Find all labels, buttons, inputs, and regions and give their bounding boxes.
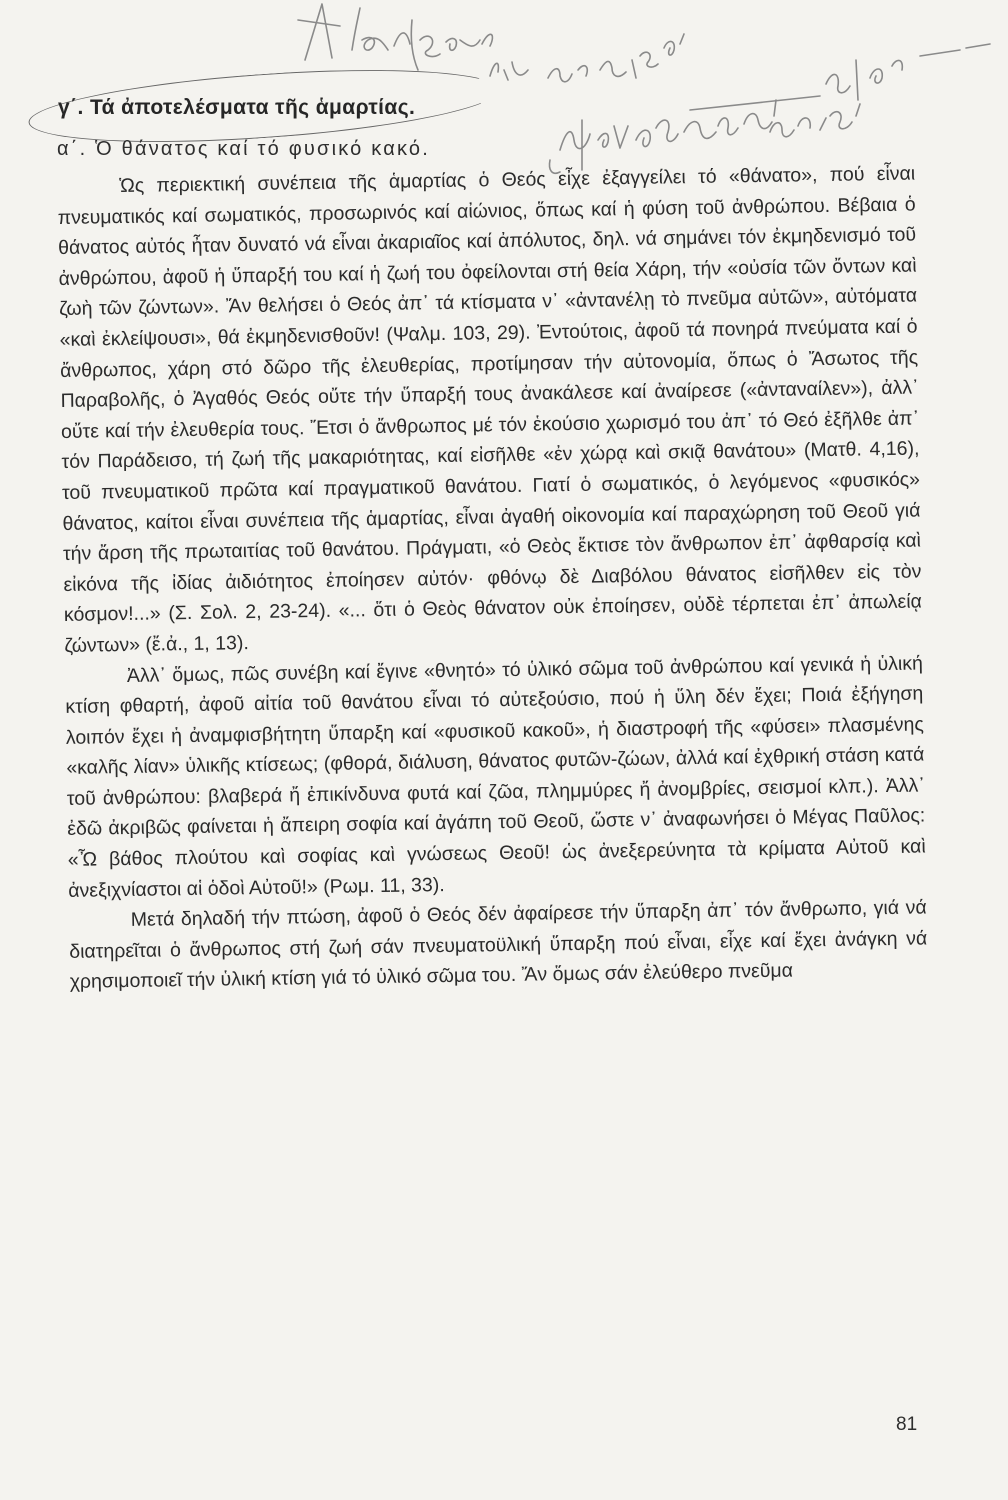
subsection-title-text: Ὁ θάνατος καί τό φυσικό κακό. [95, 138, 431, 160]
paragraph: Ἀλλ᾽ ὅμως, πῶς συνέβη καί ἔγινε «θνητό» τό ὑλικό σῶμα τοῦ ἀνθρώπου καί γενικά ἡ ὑλική κτίση φθαρτή, ἀφοῦ αἰτία τοῦ θανάτου εἶναι τό αὐτεξούσιο, πού ἡ ὕλη δέν ἔχει; Ποιά ἐξήγηση λοιπόν ἔχει ἡ ἀναμφισβήτητη ὕπαρξη καί «φυσικοῦ κακοῦ», ἡ διαστροφή τῆς «φύσει» πλασμένης «καλῆς λίαν» ὑλικῆς κτίσεως; (φθορά, διάλυση, θάνατος φυτῶν-ζώων, ἀλλά καί ἐχθρική στάση κατά τοῦ ἀνθρώπου: βλαβερά ἤ ἐπικίνδυνα φυτά καί ζῶα, πλημμύρες ἤ ἀνομβρίες, σεισμοί κλπ.). Ἀλλ᾽ ἐδῶ ἀκριβῶς φαίνεται ἡ ἄπειρη σοφία καί ἀγάπη τοῦ Θεοῦ, ὥστε ν᾽ ἀναφωνήσει ὁ Μέγας Παῦλος: «Ὦ βάθος πλούτου καὶ σοφίας καὶ γνώσεως Θεοῦ! ὡς ἀνεξερεύνητα τὰ κρίματα Αὐτοῦ καὶ ἀνεξιχνίαστοι αἱ ὁδοὶ Αὐτοῦ!» (Ρωμ. 11, 33). [65, 651, 926, 902]
subsection-label: α΄. [57, 138, 88, 160]
page-number: 81 [896, 1414, 918, 1435]
paragraph: Ὡς περιεκτική συνέπεια τῆς ἁμαρτίας ὁ Θεός εἶχε ἐξαγγείλει τό «θάνατο», πού εἶναι πνευματικός καί σωματικός, προσωρινός καί αἰώνιος, ὅπως καί ἡ φύση τοῦ ἀνθρώπου. Βέβαια ὁ θάνατος αὐτός ἦταν δυνατό νά εἶναι ἀκαριαῖος καί ἀπόλυτος, δηλ. νά σημάνει τόν ἐκμηδενισμό τοῦ ἀνθρώπου, ἀφοῦ ἡ ὕπαρξή του καί ἡ ζωή του ὀφείλονται στή θεία Χάρη, τήν «οὐσία τῶν ὄντων καὶ ζωὴ τῶν ζώντων». Ἄν θελήσει ὁ Θεός ἀπ᾽ τά κτίσματα ν᾽ «ἀντανέλῃ τὸ πνεῦμα αὐτῶν», αὐτόματα «καὶ ἐκλείψουσι», θά ἐκμηδενισθοῦν! (Ψαλμ. 103, 29). Ἐντούτοις, ἀφοῦ τά πονηρά πνεύματα καί ὁ ἄνθρωπος, χάρη στό δῶρο τῆς ἐλευθερίας, προτίμησαν τήν αὐτονομία, ὅπως ὁ Ἄσωτος τῆς Παραβολῆς, ὁ Ἀγαθός Θεός οὔτε τήν ὕπαρξή τους ἀνακάλεσε καί ἀναίρεσε («ἀνταναίλεν»), ἀλλ᾽ οὔτε καί τήν ἐλευθερία τους. Ἔτσι ὁ ἄνθρωπος μέ τόν ἑκούσιο χωρισμό του ἀπ᾽ τό Θεό ἐξῆλθε ἀπ᾽ τόν Παράδεισο, τή ζωή τῆς μακαριότητας, καί εἰσῆλθε «ἐν χώρᾳ καὶ σκιᾷ θανάτου» (Ματθ. 4,16), τοῦ πνευματικοῦ πρῶτα καί πραγματικοῦ θανάτου. Γιατί ὁ σωματικός, ὁ λεγόμενος «φυσικός» θάνατος, καίτοι εἶναι συνέπεια τῆς ἁμαρτίας, εἶναι ἀγαθή οἰκονομία καί παραχώρηση τοῦ Θεοῦ γιά τήν ἄρση τῆς πρωταιτίας τοῦ θανάτου. Πράγματι, «ὁ Θεὸς ἔκτισε τὸν ἄνθρωπον ἐπ᾽ ἀφθαρσίᾳ καὶ εἰκόνα τῆς ἰδίας ἀιδιότητος ἐποίησεν αὐτόν· φθόνῳ δὲ Διαβόλου θάνατος εἰσῆλθεν εἰς τὸν κόσμον!...» (Σ. Σολ. 2, 23-24). «... ὅτι ὁ Θεὸς θάνατον οὐκ ἐποίησεν, οὐδὲ τέρπεται ἐπ᾽ ἀπωλείᾳ ζώντων» (ἔ.ἀ., 1, 13). [57, 162, 923, 657]
section-title-text: Τά ἀποτελέσματα τῆς ἁμαρτίας. [89, 96, 416, 119]
section-label: γ΄. [58, 96, 84, 119]
body-text [57, 159, 928, 998]
paragraph: Μετά δηλαδή τήν πτώση, ἀφοῦ ὁ Θεός δέν ἀφαίρεσε τήν ὕπαρξη ἀπ᾽ τόν ἄνθρωπο, γιά νά διατηρεῖται ὁ ἄνθρωπος στή ζωή σάν πνευματοϋλική ὕπαρξη πού εἶναι, εἶχε καί ἔχει ἀνάγκη νά χρησιμοποιεῖ τήν ὑλική κτίση γιά τό ὑλικό σῶμα του. Ἄν ὅμως σάν ἐλεύθερο πνεῦμα [69, 896, 928, 994]
subsection-title [57, 138, 430, 161]
section-title [58, 96, 415, 120]
